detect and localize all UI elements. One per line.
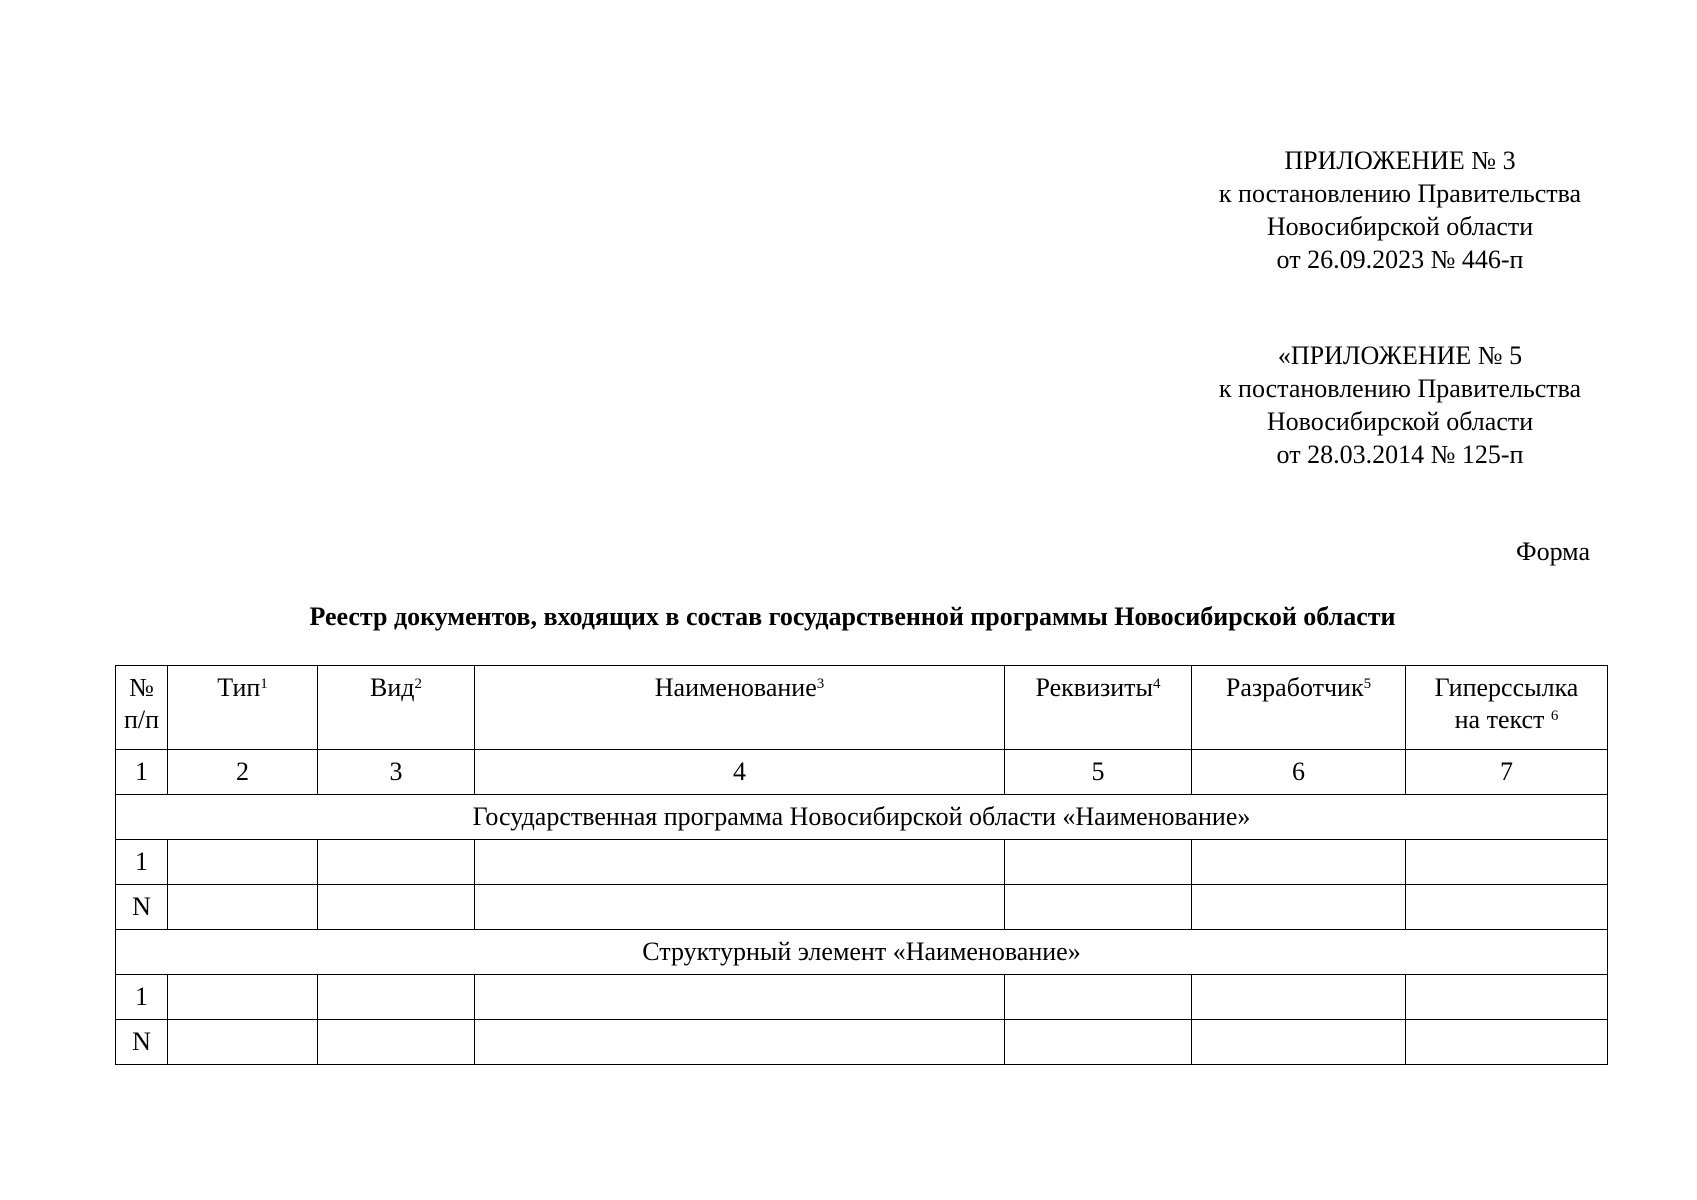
column-number-cell: 5 [1005,750,1192,795]
appendix-5-header [1140,339,1660,471]
header-number-symbol: № [129,673,154,702]
appendix-5-date-line: от 28.03.2014 № 125-п [1276,440,1524,469]
footnote-1-marker: 1 [260,676,268,692]
empty-cell [1406,840,1608,885]
appendix-5-resolution-line: к постановлению Правительства [1218,374,1582,403]
appendix-3-resolution-line: к постановлению Правительства [1218,179,1582,208]
appendix-3-title: ПРИЛОЖЕНИЕ № 3 [1284,146,1516,175]
empty-cell [1406,885,1608,930]
header-number-abbrev: п/п [123,705,160,734]
empty-cell [1005,975,1192,1020]
header-cell-name [475,666,1005,750]
header-cell-kind [318,666,475,750]
column-number-cell: 7 [1406,750,1608,795]
empty-cell [475,975,1005,1020]
empty-cell [475,840,1005,885]
empty-cell [1406,1020,1608,1065]
header-details-label: Реквизиты [1035,673,1153,702]
empty-cell [1192,975,1406,1020]
documents-registry-table [115,665,1608,1065]
section-title-program: Государственная программа Новосибирской области «Наименование» [116,795,1608,840]
header-hyperlink-label-cont: на текст [1454,705,1551,734]
empty-cell [168,975,318,1020]
empty-cell [168,885,318,930]
empty-cell [1192,885,1406,930]
section-row-structural-element [116,930,1608,975]
empty-cell [1192,1020,1406,1065]
header-hyperlink-label: Гиперссылка [1434,673,1579,702]
empty-cell [318,1020,475,1065]
header-cell-hyperlink [1406,666,1608,750]
footnote-2-marker: 2 [414,676,422,692]
empty-cell [1005,840,1192,885]
empty-cell [318,840,475,885]
empty-cell [1005,1020,1192,1065]
empty-cell [168,840,318,885]
document-title: Реестр документов, входящих в состав государственной программы Новосибирской области [309,602,1396,631]
column-numbers-row [116,750,1608,795]
empty-cell [475,885,1005,930]
header-name-label: Наименование [654,673,817,702]
section-title-structural-element: Структурный элемент «Наименование» [116,930,1608,975]
appendix-3-region-line: Новосибирской области [1266,212,1534,241]
appendix-3-header [1140,144,1660,276]
empty-cell [475,1020,1005,1065]
header-cell-developer [1192,666,1406,750]
section-row-program [116,795,1608,840]
empty-cell [1192,840,1406,885]
header-developer-label: Разработчик [1225,673,1364,702]
table-row [116,975,1608,1020]
footnote-4-marker: 4 [1153,676,1161,692]
header-type-label: Тип [217,673,261,702]
table-header-row [116,666,1608,750]
row-number-cell: 1 [116,975,168,1020]
empty-cell [1005,885,1192,930]
table-row [116,885,1608,930]
column-number-cell: 2 [168,750,318,795]
header-cell-type [168,666,318,750]
empty-cell [1406,975,1608,1020]
row-number-cell: N [116,885,168,930]
empty-cell [168,1020,318,1065]
appendix-3-date-line: от 26.09.2023 № 446-п [1276,245,1524,274]
empty-cell [318,975,475,1020]
column-number-cell: 1 [116,750,168,795]
column-number-cell: 3 [318,750,475,795]
empty-cell [318,885,475,930]
footnote-3-marker: 3 [816,676,825,692]
footnote-5-marker: 5 [1363,676,1372,692]
header-cell-details [1005,666,1192,750]
footnote-6-marker: 6 [1550,708,1559,724]
form-label: Форма [1516,537,1590,566]
appendix-5-title: «ПРИЛОЖЕНИЕ № 5 [1277,341,1523,370]
table-row [116,1020,1608,1065]
table-row [116,840,1608,885]
column-number-cell: 6 [1192,750,1406,795]
appendix-5-region-line: Новосибирской области [1266,407,1534,436]
row-number-cell: 1 [116,840,168,885]
column-number-cell: 4 [475,750,1005,795]
row-number-cell: N [116,1020,168,1065]
header-kind-label: Вид [370,673,415,702]
header-cell-number [116,666,168,750]
